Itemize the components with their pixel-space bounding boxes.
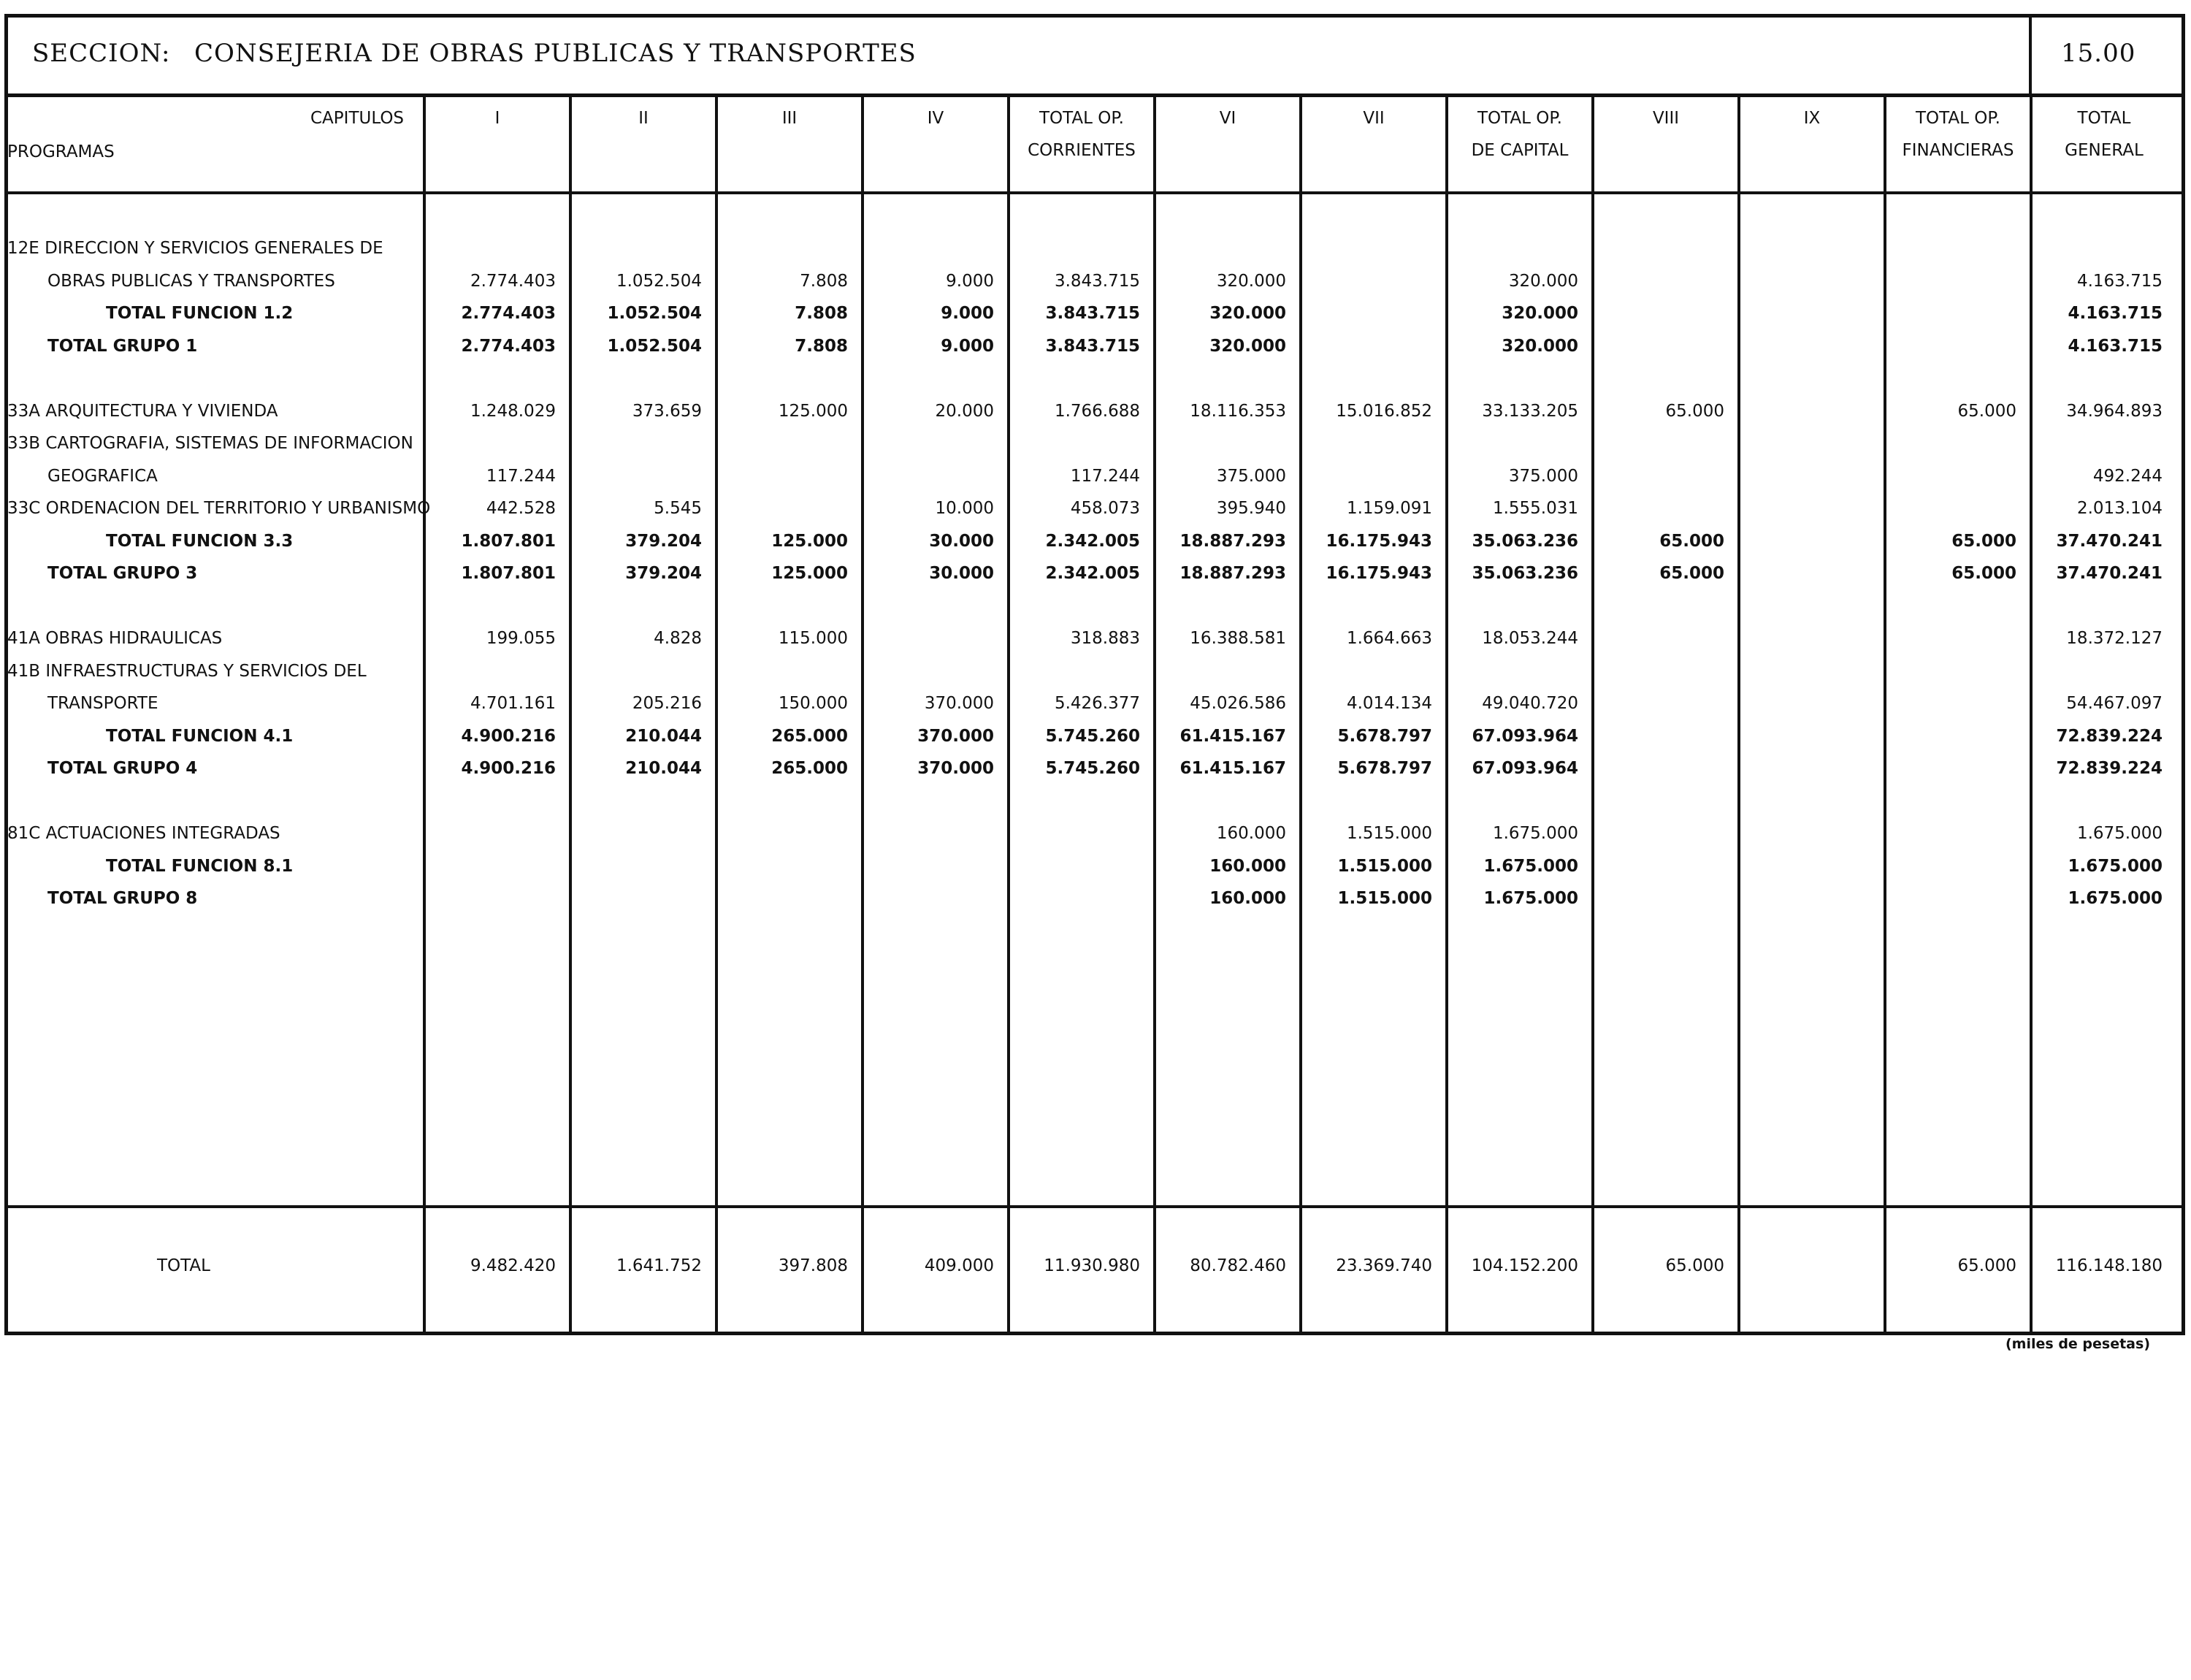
column-header-line1: TOTAL [2077, 109, 2131, 128]
table-cell: 18.887.293 [1179, 531, 1286, 551]
table-cell: 1.664.663 [1346, 629, 1432, 648]
table-cell: 35.063.236 [1472, 564, 1578, 583]
table-row [0, 757, 2191, 787]
table-cell: 1.807.801 [461, 531, 556, 551]
table-cell: 265.000 [771, 726, 848, 746]
table-cell: 16.388.581 [1190, 629, 1286, 648]
table-cell: 125.000 [771, 531, 848, 551]
total-cell: 65.000 [1665, 1256, 1724, 1275]
table-cell: 370.000 [917, 726, 994, 746]
total-label: TOTAL [157, 1256, 210, 1275]
table-cell: 5.678.797 [1337, 759, 1432, 778]
table-cell: 1.675.000 [2068, 889, 2163, 908]
table-cell: 37.470.241 [2056, 564, 2163, 583]
column-header-line1: IV [927, 109, 944, 128]
row-label: 12E DIRECCION Y SERVICIOS GENERALES DE [7, 239, 383, 258]
table-cell: 7.808 [795, 304, 848, 323]
column-header-line2: DE CAPITAL [1471, 141, 1569, 160]
table-cell: 45.026.586 [1190, 694, 1286, 713]
row-label: TOTAL FUNCION 3.3 [106, 531, 294, 551]
table-cell: 5.545 [654, 499, 702, 518]
table-row [0, 367, 2191, 397]
table-cell: 18.372.127 [2066, 629, 2163, 648]
table-cell: 65.000 [1659, 531, 1724, 551]
total-cell: 9.482.420 [470, 1256, 556, 1275]
column-header-line1: TOTAL OP. [1039, 109, 1124, 128]
table-cell: 117.244 [1070, 466, 1140, 486]
table-cell: 65.000 [1957, 401, 2016, 421]
table-cell: 16.175.943 [1326, 564, 1432, 583]
column-header-line2: FINANCIERAS [1902, 141, 2014, 160]
table-cell: 125.000 [771, 564, 848, 583]
table-cell: 4.701.161 [470, 694, 556, 713]
table-cell: 9.000 [946, 271, 994, 291]
table-cell: 1.675.000 [2076, 824, 2163, 843]
table-cell: 20.000 [935, 401, 994, 421]
table-cell: 72.839.224 [2056, 759, 2163, 778]
table-cell: 492.244 [2092, 466, 2163, 486]
total-cell: 116.148.180 [2055, 1256, 2163, 1275]
row-label: 33B CARTOGRAFIA, SISTEMAS DE INFORMACION [7, 434, 413, 453]
row-label: 81C ACTUACIONES INTEGRADAS [7, 824, 280, 843]
column-header-line1: VIII [1652, 109, 1680, 128]
table-cell: 2.342.005 [1045, 564, 1140, 583]
table-row [0, 400, 2191, 429]
table-cell: 2.774.403 [470, 271, 556, 291]
table-cell: 5.678.797 [1337, 726, 1432, 746]
column-header-line1: II [638, 109, 649, 128]
table-row [0, 725, 2191, 755]
table-row [0, 660, 2191, 690]
column-header-rule [4, 191, 2185, 194]
programas-label: PROGRAMAS [7, 142, 115, 161]
table-cell: 210.044 [625, 759, 702, 778]
table-cell: 2.774.403 [461, 336, 556, 356]
table-cell: 65.000 [1659, 564, 1724, 583]
table-cell: 10.000 [935, 499, 994, 518]
table-cell: 320.000 [1209, 304, 1286, 323]
table-cell: 1.515.000 [1346, 824, 1432, 843]
table-cell: 125.000 [778, 401, 848, 421]
table-row [0, 465, 2191, 495]
table-row [0, 335, 2191, 364]
table-row [0, 432, 2191, 462]
table-cell: 458.073 [1070, 499, 1140, 518]
section-name: CONSEJERIA DE OBRAS PUBLICAS Y TRANSPORTES [194, 39, 917, 68]
table-cell: 18.116.353 [1190, 401, 1286, 421]
table-cell: 320.000 [1209, 336, 1286, 356]
row-label: TOTAL FUNCION 4.1 [106, 726, 294, 746]
total-row-rule [4, 1205, 2185, 1208]
table-cell: 375.000 [1216, 466, 1286, 486]
total-cell: 397.808 [778, 1256, 848, 1275]
row-label: TOTAL GRUPO 8 [47, 889, 198, 908]
table-row [0, 887, 2191, 917]
table-cell: 4.163.715 [2076, 271, 2163, 291]
column-header-line1: TOTAL OP. [1477, 109, 1562, 128]
capitulos-label: CAPITULOS [310, 109, 405, 128]
table-row [0, 530, 2191, 560]
table-cell: 379.204 [625, 531, 702, 551]
table-cell: 7.808 [800, 271, 848, 291]
row-label: GEOGRAFICA [47, 466, 158, 486]
table-cell: 33.133.205 [1482, 401, 1578, 421]
table-row [0, 302, 2191, 332]
table-cell: 30.000 [929, 531, 994, 551]
table-cell: 4.163.715 [2068, 304, 2163, 323]
table-cell: 2.774.403 [461, 304, 556, 323]
column-header-line1: VII [1363, 109, 1385, 128]
table-cell: 320.000 [1216, 271, 1286, 291]
row-label: 33C ORDENACION DEL TERRITORIO Y URBANISMO [7, 499, 431, 518]
table-cell: 1.675.000 [1492, 824, 1578, 843]
column-header-line1: IX [1803, 109, 1821, 128]
row-label: TOTAL GRUPO 1 [47, 336, 198, 356]
table-row [0, 595, 2191, 625]
table-cell: 67.093.964 [1472, 759, 1578, 778]
table-cell: 2.342.005 [1045, 531, 1140, 551]
table-cell: 1.248.029 [470, 401, 556, 421]
table-cell: 373.659 [632, 401, 702, 421]
table-cell: 320.000 [1502, 304, 1578, 323]
table-cell: 115.000 [778, 629, 848, 648]
column-header-line2: CORRIENTES [1028, 141, 1136, 160]
row-label: 41B INFRAESTRUCTURAS Y SERVICIOS DEL [7, 661, 367, 681]
table-cell: 117.244 [486, 466, 556, 486]
total-cell: 1.641.752 [616, 1256, 702, 1275]
table-cell: 4.828 [654, 629, 702, 648]
table-cell: 1.159.091 [1346, 499, 1432, 518]
table-row [0, 627, 2191, 657]
table-cell: 1.052.504 [616, 271, 702, 291]
table-cell: 67.093.964 [1472, 726, 1578, 746]
table-cell: 395.940 [1216, 499, 1286, 518]
table-cell: 18.053.244 [1482, 629, 1578, 648]
total-cell: 104.152.200 [1471, 1256, 1578, 1275]
table-cell: 370.000 [917, 759, 994, 778]
table-cell: 210.044 [625, 726, 702, 746]
table-cell: 1.515.000 [1337, 856, 1432, 876]
total-cell: 65.000 [1957, 1256, 2016, 1275]
table-cell: 4.900.216 [461, 726, 556, 746]
total-cell: 11.930.980 [1044, 1256, 1140, 1275]
table-cell: 1.515.000 [1337, 889, 1432, 908]
table-cell: 1.555.031 [1492, 499, 1578, 518]
table-row [0, 237, 2191, 267]
table-cell: 3.843.715 [1054, 271, 1140, 291]
table-cell: 5.745.260 [1045, 726, 1140, 746]
column-header-line2: GENERAL [2065, 141, 2144, 160]
row-label: OBRAS PUBLICAS Y TRANSPORTES [47, 271, 335, 291]
table-cell: 1.766.688 [1054, 401, 1140, 421]
table-cell: 72.839.224 [2056, 726, 2163, 746]
table-row [0, 562, 2191, 592]
table-cell: 370.000 [924, 694, 994, 713]
table-cell: 49.040.720 [1482, 694, 1578, 713]
table-cell: 65.000 [1665, 401, 1724, 421]
row-label: 33A ARQUITECTURA Y VIVIENDA [7, 401, 278, 421]
column-header-line1: I [494, 109, 500, 128]
header-divider [2029, 14, 2032, 97]
table-cell: 320.000 [1502, 336, 1578, 356]
table-row [0, 790, 2191, 820]
table-cell: 54.467.097 [2066, 694, 2163, 713]
table-cell: 61.415.167 [1179, 759, 1286, 778]
table-row [0, 692, 2191, 722]
table-cell: 379.204 [625, 564, 702, 583]
table-cell: 30.000 [929, 564, 994, 583]
table-cell: 5.426.377 [1054, 694, 1140, 713]
table-cell: 65.000 [1951, 564, 2016, 583]
table-cell: 160.000 [1209, 856, 1286, 876]
table-cell: 15.016.852 [1336, 401, 1432, 421]
table-cell: 199.055 [486, 629, 556, 648]
table-cell: 160.000 [1209, 889, 1286, 908]
row-label: TRANSPORTE [47, 694, 158, 713]
section-label: SECCION: [32, 39, 171, 68]
table-row [0, 855, 2191, 885]
table-cell: 1.052.504 [607, 304, 702, 323]
table-cell: 320.000 [1508, 271, 1578, 291]
row-label: TOTAL FUNCION 1.2 [106, 304, 294, 323]
footnote: (miles de pesetas) [2005, 1336, 2150, 1352]
table-cell: 1.675.000 [1483, 889, 1578, 908]
table-cell: 37.470.241 [2056, 531, 2163, 551]
table-cell: 205.216 [632, 694, 702, 713]
table-cell: 3.843.715 [1045, 304, 1140, 323]
column-header-line1: VI [1219, 109, 1236, 128]
table-row [0, 497, 2191, 527]
table-cell: 160.000 [1216, 824, 1286, 843]
total-cell: 80.782.460 [1190, 1256, 1286, 1275]
column-header-line1: III [781, 109, 798, 128]
section-code: 15.00 [2061, 39, 2136, 68]
table-cell: 16.175.943 [1326, 531, 1432, 551]
table-cell: 9.000 [941, 336, 994, 356]
table-cell: 375.000 [1508, 466, 1578, 486]
table-cell: 265.000 [771, 759, 848, 778]
row-label: 41A OBRAS HIDRAULICAS [7, 629, 223, 648]
table-cell: 4.014.134 [1346, 694, 1432, 713]
table-cell: 3.843.715 [1045, 336, 1140, 356]
table-row [0, 270, 2191, 299]
table-cell: 1.052.504 [607, 336, 702, 356]
table-cell: 1.675.000 [1483, 856, 1578, 876]
table-cell: 65.000 [1951, 531, 2016, 551]
table-cell: 9.000 [941, 304, 994, 323]
table-cell: 34.964.893 [2066, 401, 2163, 421]
table-cell: 5.745.260 [1045, 759, 1140, 778]
table-cell: 442.528 [486, 499, 556, 518]
total-cell: 23.369.740 [1336, 1256, 1432, 1275]
column-header-line1: TOTAL OP. [1916, 109, 2000, 128]
table-cell: 150.000 [778, 694, 848, 713]
table-cell: 318.883 [1070, 629, 1140, 648]
table-cell: 7.808 [795, 336, 848, 356]
total-cell: 409.000 [924, 1256, 994, 1275]
table-cell: 18.887.293 [1179, 564, 1286, 583]
row-label: TOTAL GRUPO 4 [47, 759, 198, 778]
table-cell: 61.415.167 [1179, 726, 1286, 746]
table-cell: 35.063.236 [1472, 531, 1578, 551]
table-cell: 2.013.104 [2076, 499, 2163, 518]
table-cell: 4.163.715 [2068, 336, 2163, 356]
table-row [0, 822, 2191, 852]
table-cell: 4.900.216 [461, 759, 556, 778]
row-label: TOTAL FUNCION 8.1 [106, 856, 294, 876]
table-cell: 1.675.000 [2068, 856, 2163, 876]
row-label: TOTAL GRUPO 3 [47, 564, 198, 583]
table-cell: 1.807.801 [461, 564, 556, 583]
